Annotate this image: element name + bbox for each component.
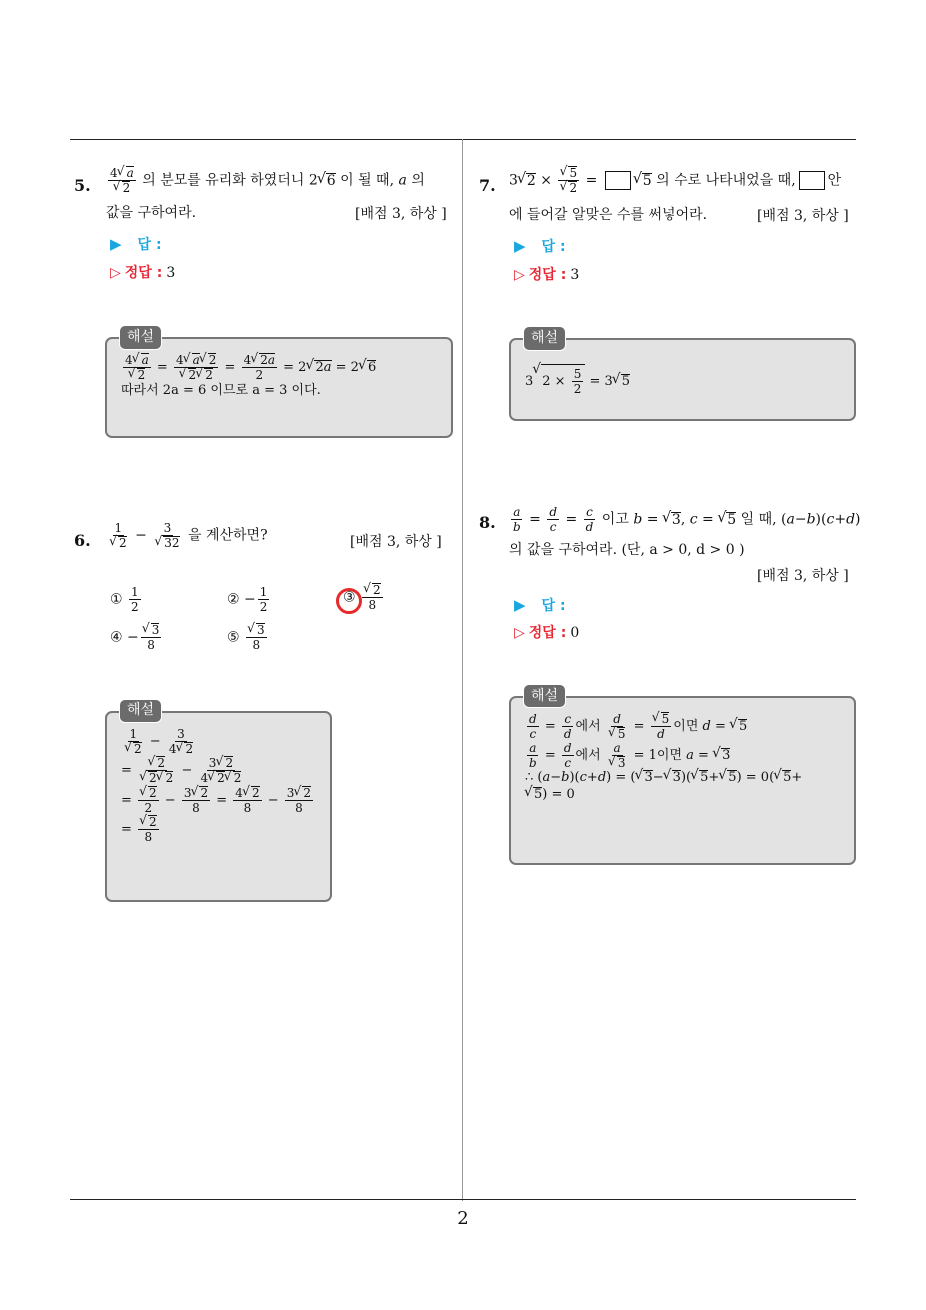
answer-blank <box>799 171 825 190</box>
solution-line: ∴ (a−b)(c+d) = (√ 3−√ 3)(√ 5+√ 5) = 0(√ 5+ <box>525 770 844 787</box>
choice-2[interactable]: ② − $\frac{1}{2}$ <box>227 585 268 614</box>
solution-box <box>509 330 856 421</box>
fraction: 4√ a √ 2 <box>108 166 136 195</box>
score-meta: [배점 3, 하상 ] <box>355 206 447 222</box>
score-meta: [배점 3, 하상 ] <box>350 534 442 550</box>
answer-row: ▶ 답 : <box>514 237 566 255</box>
correct-answer-row: ▷ 정답 : 0 <box>514 625 580 641</box>
outline-triangle-icon: ▷ <box>514 625 525 641</box>
solution-line: 4√ a √ 2 = 4√ a√ 2 √ 2√ 2 = $\frac{4√ 2a}{2}$ = 2√ 2a = 2√ 6 <box>121 353 441 382</box>
solution-box <box>509 688 856 865</box>
correct-answer-row: ▷ 정답 : 3 <box>110 265 176 281</box>
question-text-line2: 값을 구하여라. <box>106 205 197 221</box>
score-meta: [배점 3, 하상 ] <box>757 208 849 224</box>
solution-box <box>105 329 453 438</box>
play-icon: ▶ <box>514 596 526 614</box>
question-number: 7. <box>479 176 496 195</box>
play-icon: ▶ <box>514 237 526 255</box>
solution-tag: 해설 <box>523 684 566 708</box>
question-number: 6. <box>74 531 91 550</box>
solution-tag: 해설 <box>119 699 162 723</box>
question-text: 4√ a √ 2 의 분모를 유리화 하였더니 2√ 6 이 될 때, a 의 <box>106 166 456 195</box>
solution-line: = √ $\frac{2}{2}$ − $\frac{3√ 2}{8}$ = $\frac{4√ 2}{8}$ − $\frac{3√ 2}{8}$ <box>121 786 320 815</box>
solution-line: √ 5) = 0 <box>525 787 844 804</box>
correct-answer-row: ▷ 정답 : 3 <box>514 267 580 283</box>
top-rule <box>70 139 856 140</box>
solution-box <box>105 702 332 902</box>
question-text: 3√ 2 × √ 5 √ 2 = √ 5 의 수로 나타내었을 때, 안 <box>509 166 859 195</box>
solution-line: 1 √ 2 − $\frac{3}{4√ 2}$ <box>121 727 320 756</box>
question-number: 8. <box>479 513 496 532</box>
choice-5[interactable]: ⑤ √ $\frac{3}{8}$ <box>227 623 269 652</box>
answer-blank <box>605 171 631 190</box>
solution-line: = √ 2 √ 2√ 2 − $\frac{3√ 2}{4√ 2√ 2}$ <box>121 756 320 785</box>
answer-row: ▶ 답 : <box>514 596 566 614</box>
solution-tag: 해설 <box>119 325 162 350</box>
question-text: $\frac{a}{b}$ = $\frac{d}{c}$ = $\frac{c}{d}$ 이고 b = √ 3, c = √ 5 일 때, (a−b)(c+d) <box>509 505 861 534</box>
score-meta: [배점 3, 하상 ] <box>757 568 849 584</box>
solution-line: = √ $\frac{2}{8}$ <box>121 815 320 844</box>
question-text: 1 √ 2 − 3 √ 32 을 계산하면? <box>106 521 356 550</box>
solution-tag: 해설 <box>523 326 566 351</box>
bottom-rule <box>70 1199 856 1200</box>
question-number: 5. <box>74 176 91 195</box>
page-number: 2 <box>457 1208 469 1229</box>
question-text-line2: 에 들어갈 알맞은 수를 써넣어라. <box>509 207 708 223</box>
solution-line: 3√ 2 × $\frac{5}{2}$ = 3√ 5 <box>525 364 844 396</box>
question-text-line2: 의 값을 구하여라. (단, a > 0, d > 0 ) <box>509 542 745 558</box>
choice-1[interactable]: ① $\frac{1}{2}$ <box>110 585 139 614</box>
choice-3[interactable]: ③ √ $\frac{2}{8}$ <box>343 583 385 612</box>
play-icon: ▶ <box>110 235 122 253</box>
outline-triangle-icon: ▷ <box>110 265 121 281</box>
choice-4[interactable]: ④ − √ $\frac{3}{8}$ <box>110 623 163 652</box>
solution-line: $\frac{a}{b}$ = $\frac{d}{c}$ 에서 a √ 3 = 1이면 a = √ 3 <box>525 741 844 770</box>
outline-triangle-icon: ▷ <box>514 267 525 283</box>
solution-line: $\frac{d}{c}$ = $\frac{c}{d}$ 에서 d √ 5 = √ $\frac{5}{d}$ 이면 d = √ 5 <box>525 712 844 741</box>
column-divider <box>462 139 463 1201</box>
answer-row: ▶ 답 : <box>110 235 162 253</box>
solution-line: 따라서 2a = 6 이므로 a = 3 이다. <box>121 383 321 399</box>
